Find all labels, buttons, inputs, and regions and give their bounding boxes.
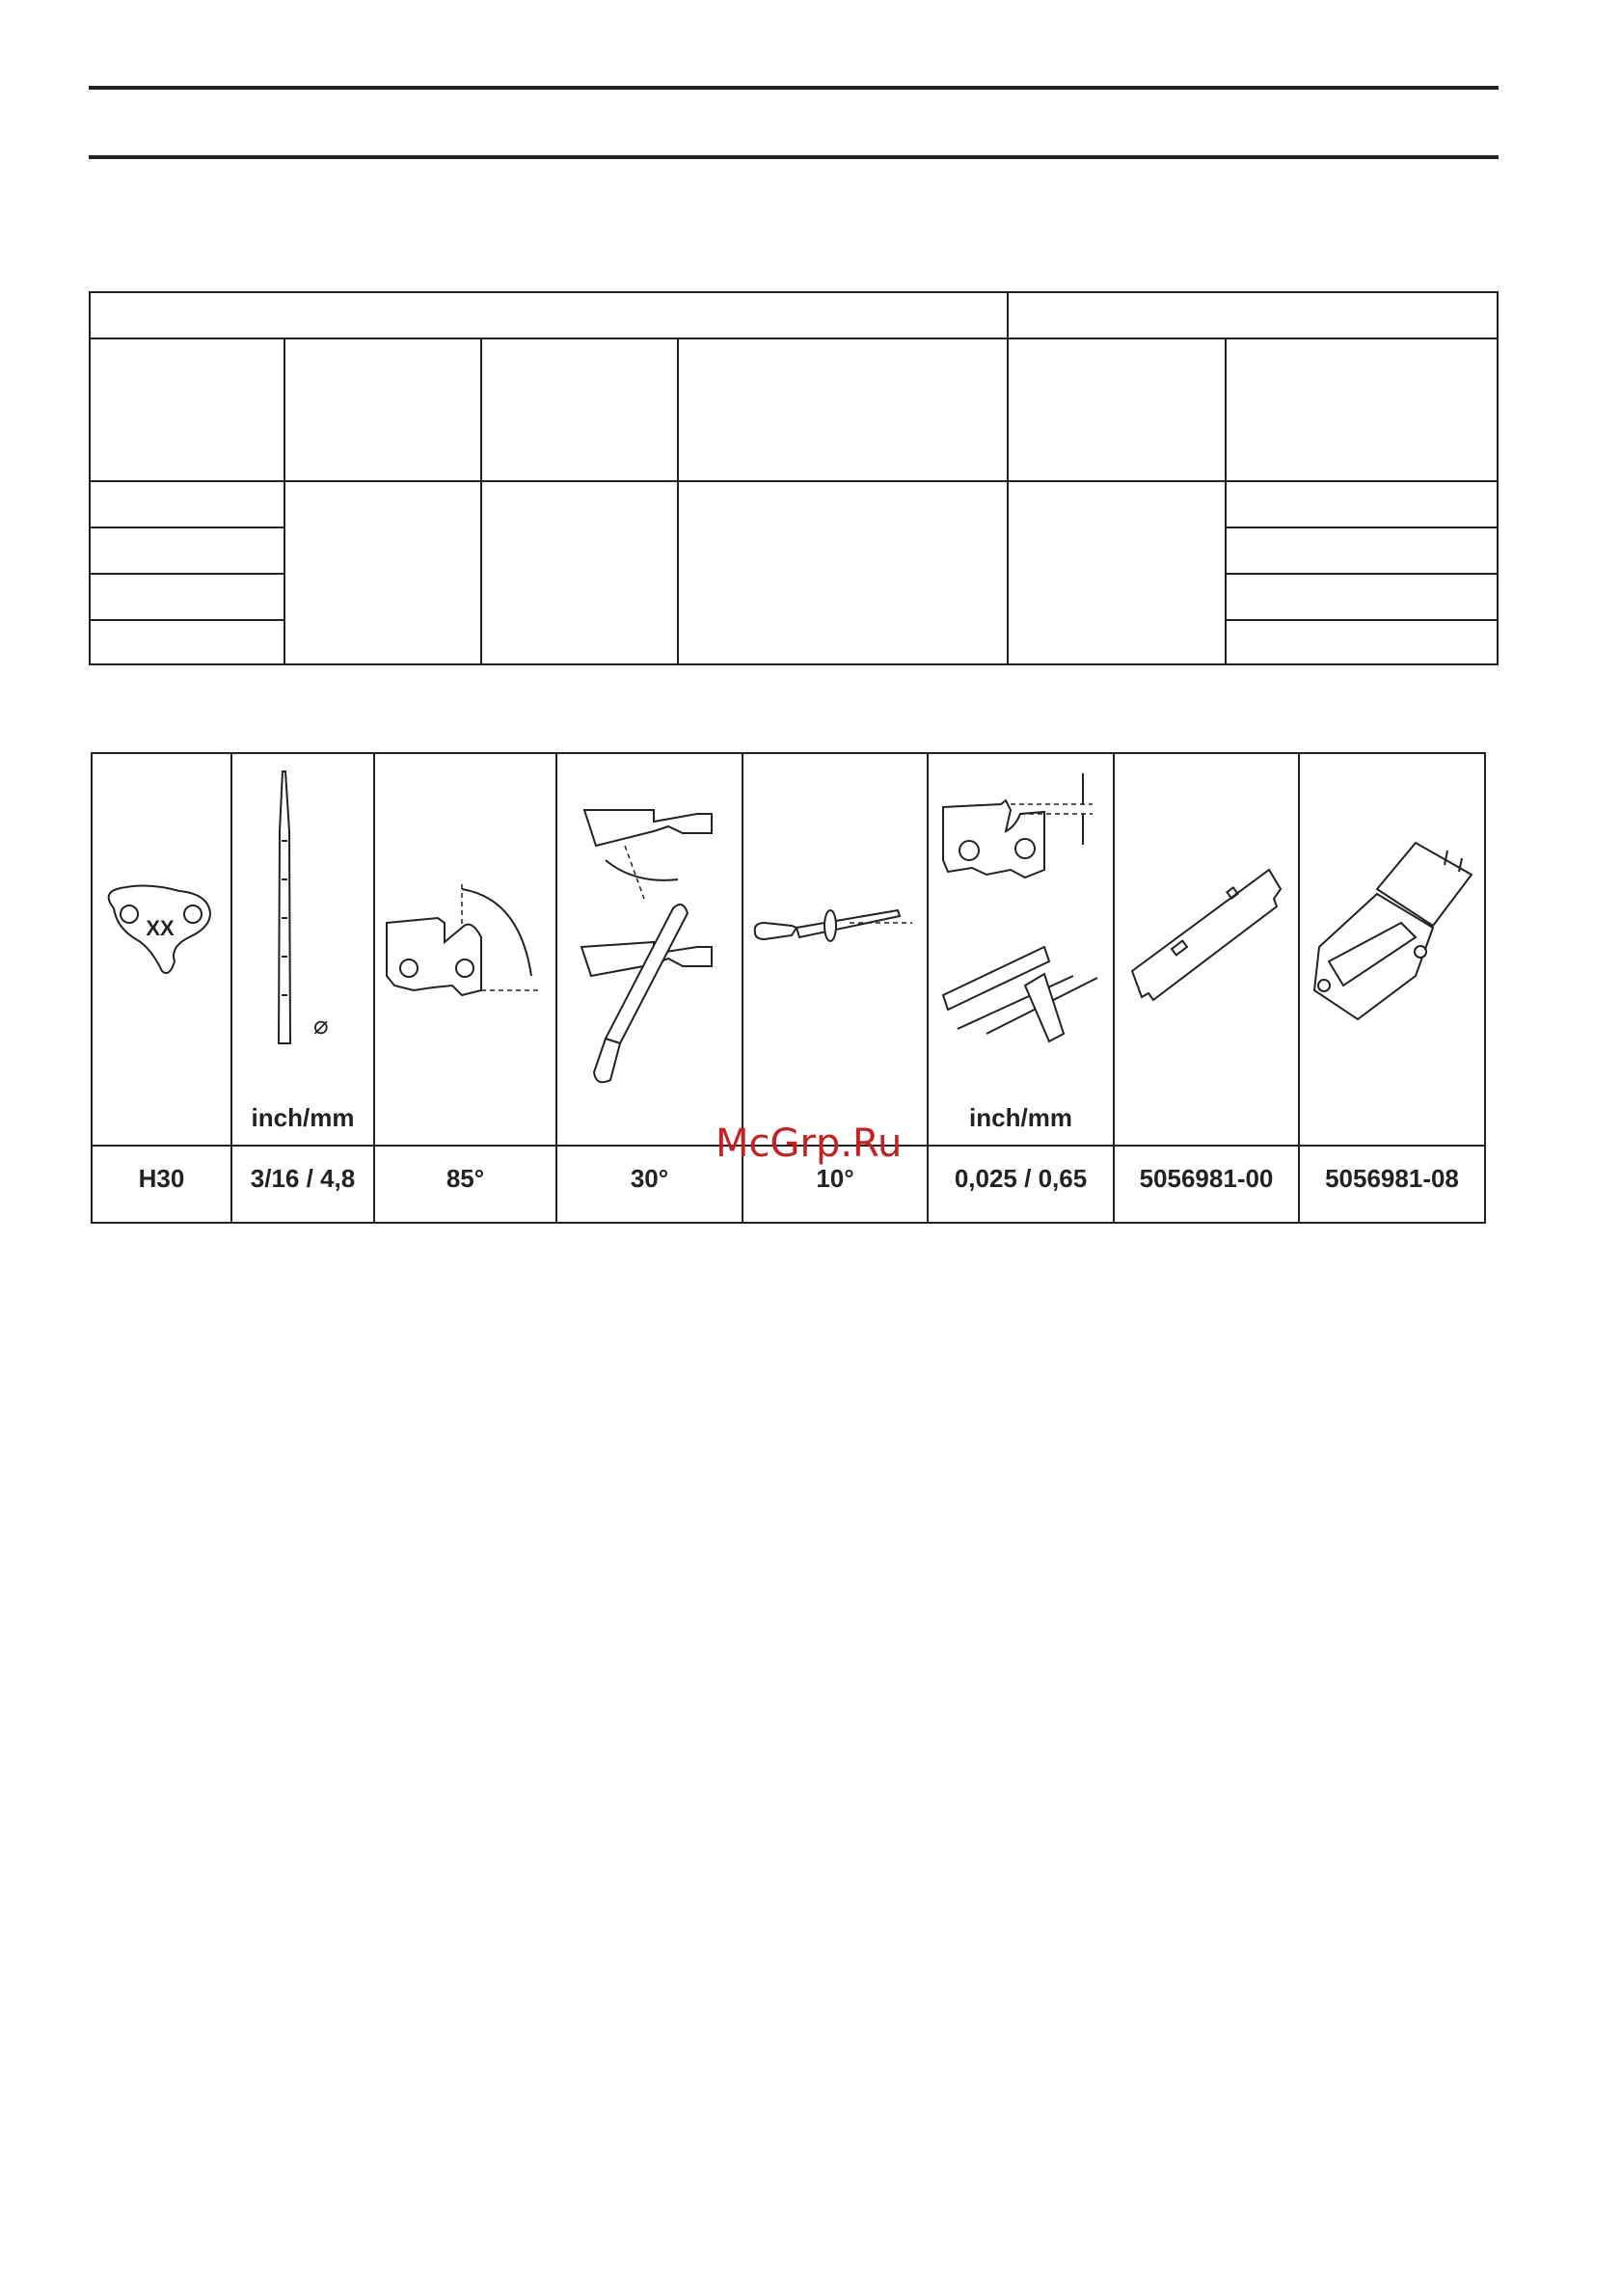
top-rule [89, 86, 1499, 90]
cell-top-plate-angle [375, 754, 555, 1222]
file-diameter-unit: inch/mm [251, 1103, 355, 1132]
cell-depth-gauge-tool [1115, 754, 1298, 1222]
file-holder-icon [1300, 754, 1484, 1140]
spec-row-header [91, 338, 1497, 339]
spec-col-line [284, 338, 285, 663]
spec-row-line [1225, 527, 1499, 528]
spec-table [89, 291, 1499, 665]
second-rule [89, 155, 1499, 159]
file-diameter-value: 3/16 / 4,8 [250, 1164, 356, 1193]
cell-chain-code [93, 754, 230, 1222]
filing-angle-icon [557, 754, 742, 1140]
depth-gauge-tool-icon [1115, 754, 1298, 1140]
spec-row-line [1225, 573, 1499, 575]
file-tilt-icon [743, 754, 927, 1140]
file-holder-value: 5056981-08 [1325, 1164, 1459, 1193]
spec-col-line [1225, 338, 1227, 663]
diameter-symbol: ⌀ [313, 1012, 329, 1040]
filing-angle-value: 30° [630, 1164, 669, 1193]
spec-col-line [677, 338, 679, 663]
spec-col-line [480, 338, 482, 663]
spec-row-line [91, 480, 1497, 482]
spec-row-line [91, 527, 285, 528]
watermark: McGrp.Ru [716, 1121, 903, 1166]
cell-filing-angle [557, 754, 742, 1222]
depth-gauge-unit: inch/mm [969, 1103, 1072, 1132]
spec-row-line [1225, 619, 1499, 621]
spec-divider-main [1007, 293, 1009, 663]
cell-file-diameter [232, 754, 373, 1222]
round-file-icon [232, 754, 373, 1140]
cutter-mark: XX [146, 916, 175, 940]
spec-row-line [91, 619, 285, 621]
depth-gauge-value: 0,025 / 0,65 [954, 1164, 1088, 1193]
top-plate-angle-icon [375, 754, 555, 1140]
chain-code: H30 [138, 1164, 185, 1193]
cell-file-holder [1300, 754, 1484, 1222]
file-tilt-value: 10° [816, 1164, 854, 1193]
top-plate-angle-value: 85° [446, 1164, 485, 1193]
depth-gauge-tool-value: 5056981-00 [1139, 1164, 1274, 1193]
cell-depth-gauge [929, 754, 1113, 1222]
cutter-link-icon [93, 754, 230, 1140]
depth-gauge-icon [929, 754, 1113, 1140]
spec-row-line [91, 573, 285, 575]
